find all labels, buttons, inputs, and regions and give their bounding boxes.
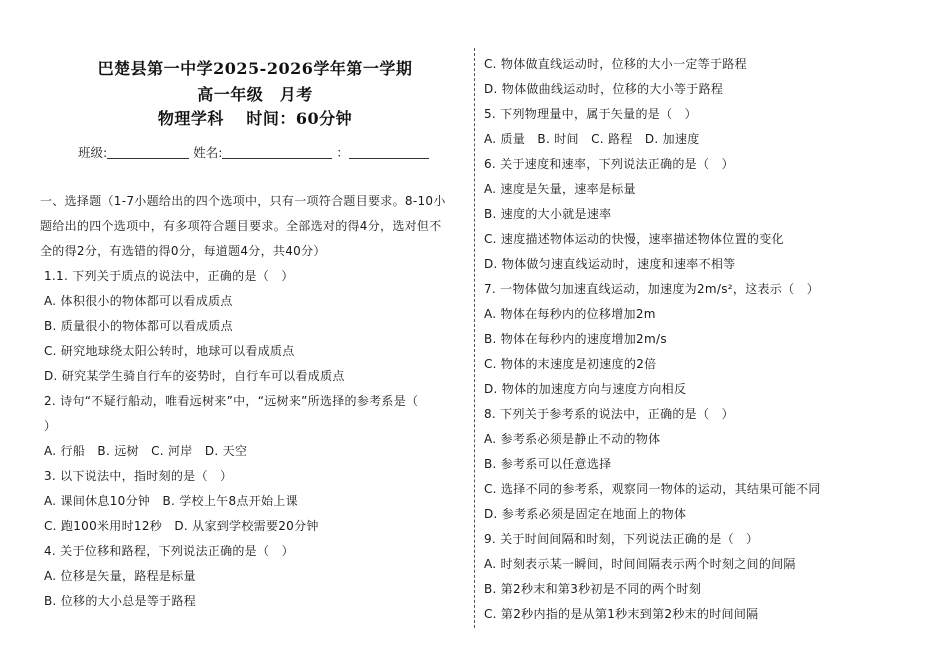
question-line: 3. 以下说法中，指时刻的是（ ） [44, 469, 233, 483]
option-line: C. 速度描述物体运动的快慢，速率描述物体位置的变化 [484, 232, 784, 246]
section-intro-line: 一、选择题（1-7小题给出的四个选项中，只有一项符合题目要求。8-10小 [40, 194, 446, 208]
option-line: B. 物体在每秒内的速度增加2m/s [484, 332, 667, 346]
question-line: 2. 诗句“不疑行船动，唯看远树来”中，“远树来”所选择的参考系是（ [44, 394, 419, 408]
option-line: C. 选择不同的参考系，观察同一物体的运动，其结果可能不同 [484, 482, 821, 496]
option-line: A. 位移是矢量，路程是标量 [44, 569, 196, 583]
option-line: A. 参考系必须是静止不动的物体 [484, 432, 661, 446]
option-line: A. 课间休息10分钟 B. 学校上午8点开始上课 [44, 494, 298, 508]
option-line: A. 体积很小的物体都可以看成质点 [44, 294, 233, 308]
option-line: B. 第2秒末和第3秒初是不同的两个时刻 [484, 582, 702, 596]
class-blank[interactable] [107, 146, 189, 159]
question-line: 4. 关于位移和路程，下列说法正确的是（ ） [44, 544, 294, 558]
option-line: B. 质量很小的物体都可以看成质点 [44, 319, 233, 333]
section-intro-line: 题给出的四个选项中，有多项符合题目要求。全部选对的得4分，选对但不 [40, 219, 442, 233]
option-line: A. 质量 B. 时间 C. 路程 D. 加速度 [484, 132, 700, 146]
option-line: A. 时刻表示某一瞬间，时间间隔表示两个时刻之间的间隔 [484, 557, 796, 571]
option-line: C. 研究地球绕太阳公转时，地球可以看成质点 [44, 344, 295, 358]
option-line: C. 物体的末速度是初速度的2倍 [484, 357, 657, 371]
option-line: D. 物体的加速度方向与速度方向相反 [484, 382, 687, 396]
class-label: 班级: [78, 145, 108, 160]
option-line: C. 跑100米用时12秒 D. 从家到学校需要20分钟 [44, 519, 319, 533]
option-line: A. 物体在每秒内的位移增加2m [484, 307, 656, 321]
option-line: D. 研究某学生骑自行车的姿势时，自行车可以看成质点 [44, 369, 345, 383]
option-line: A. 行船 B. 远树 C. 河岸 D. 天空 [44, 444, 248, 458]
extra-blank[interactable] [349, 146, 429, 159]
option-line: B. 位移的大小总是等于路程 [44, 594, 197, 608]
exam-title-subject-time: 物理学科 时间：60分钟 [157, 109, 353, 128]
option-line: C. 第2秒内指的是从第1秒末到第2秒末的时间间隔 [484, 607, 759, 621]
option-line: D. 物体做曲线运动时，位移的大小等于路程 [484, 82, 724, 96]
student-info-line [78, 143, 429, 161]
exam-title-grade: 高一年级 月考 [197, 85, 313, 104]
question-line: 5. 下列物理量中，属于矢量的是（ ） [484, 107, 697, 121]
option-line: C. 物体做直线运动时，位移的大小一定等于路程 [484, 57, 747, 71]
option-line: B. 参考系可以任意选择 [484, 457, 612, 471]
section-intro-line: 全的得2分，有选错的得0分，每道题4分，共40分） [40, 244, 326, 258]
name-label: 姓名: [193, 145, 223, 160]
option-line: B. 速度的大小就是速率 [484, 207, 612, 221]
column-divider [474, 48, 475, 628]
exam-title-school-term: 巴楚县第一中学2025-2026学年第一学期 [97, 59, 413, 78]
extra-label: ： [336, 145, 349, 160]
question-line: ） [44, 419, 57, 433]
question-line: 8. 下列关于参考系的说法中，正确的是（ ） [484, 407, 734, 421]
question-line: 6. 关于速度和速率，下列说法正确的是（ ） [484, 157, 734, 171]
option-line: D. 参考系必须是固定在地面上的物体 [484, 507, 687, 521]
question-line: 7. 一物体做匀加速直线运动，加速度为2m/s²，这表示（ ） [484, 282, 819, 296]
question-line: 1.1. 下列关于质点的说法中，正确的是（ ） [44, 269, 294, 283]
option-line: A. 速度是矢量，速率是标量 [484, 182, 636, 196]
question-line: 9. 关于时间间隔和时刻，下列说法正确的是（ ） [484, 532, 759, 546]
name-blank[interactable] [222, 146, 332, 159]
option-line: D. 物体做匀速直线运动时，速度和速率不相等 [484, 257, 736, 271]
